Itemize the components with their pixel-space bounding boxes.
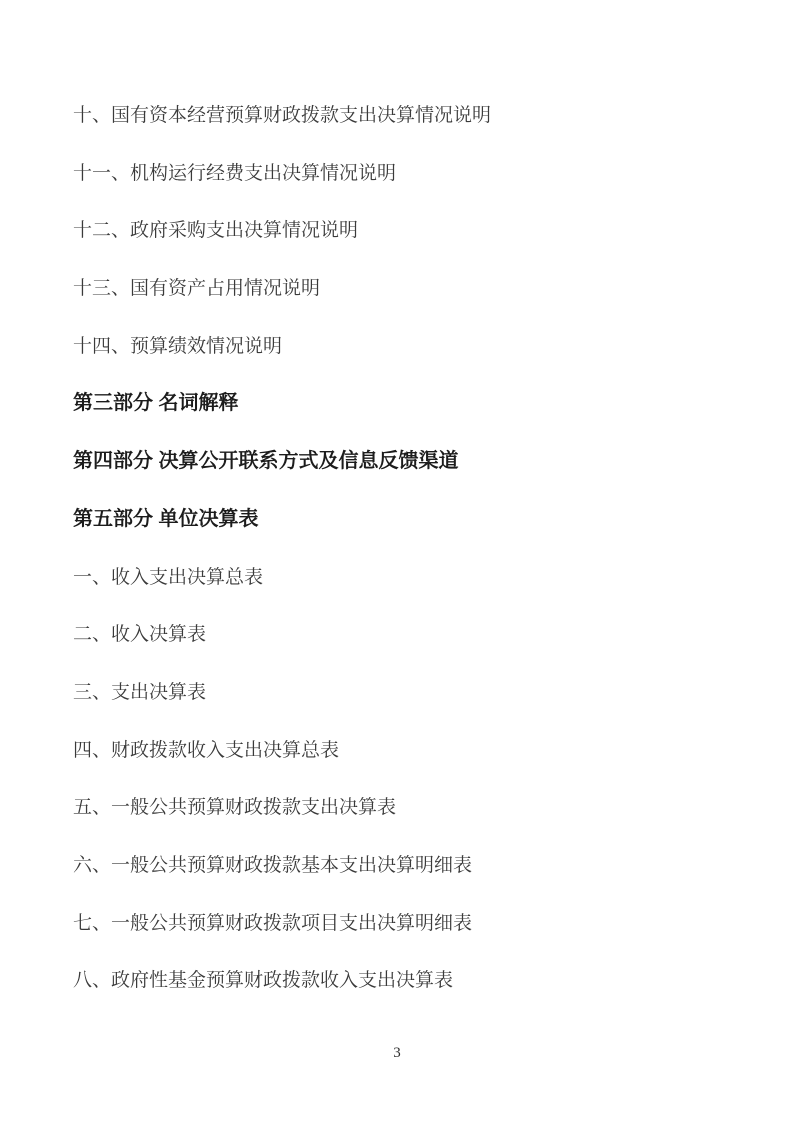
- page-footer: [0, 1044, 794, 1062]
- toc-item: 四、财政拨款收入支出决算总表: [73, 739, 340, 761]
- page-number: 3: [393, 1045, 401, 1061]
- toc-item: 十三、国有资产占用情况说明: [73, 278, 321, 300]
- toc-section-heading: 第五部分 单位决算表: [73, 507, 259, 530]
- toc-item: 十四、预算绩效情况说明: [73, 335, 283, 357]
- toc-section-heading: 第三部分 名词解释: [73, 392, 239, 415]
- toc-item: 七、一般公共预算财政拨款项目支出决算明细表: [73, 912, 473, 934]
- toc-section-heading: 第四部分 决算公开联系方式及信息反馈渠道: [73, 450, 459, 473]
- toc-item: 十一、机构运行经费支出决算情况说明: [73, 162, 397, 184]
- toc-item: 十、国有资本经营预算财政拨款支出决算情况说明: [73, 105, 492, 126]
- toc-item: 五、一般公共预算财政拨款支出决算表: [73, 797, 397, 819]
- toc-item: 八、政府性基金预算财政拨款收入支出决算表: [73, 970, 454, 992]
- toc-item: 一、收入支出决算总表: [73, 566, 264, 588]
- toc-item: 十二、政府采购支出决算情况说明: [73, 220, 359, 242]
- table-of-contents: [73, 105, 758, 1028]
- toc-item: 三、支出决算表: [73, 681, 207, 703]
- toc-item: 二、收入决算表: [73, 624, 207, 646]
- toc-item: 六、一般公共预算财政拨款基本支出决算明细表: [73, 854, 473, 876]
